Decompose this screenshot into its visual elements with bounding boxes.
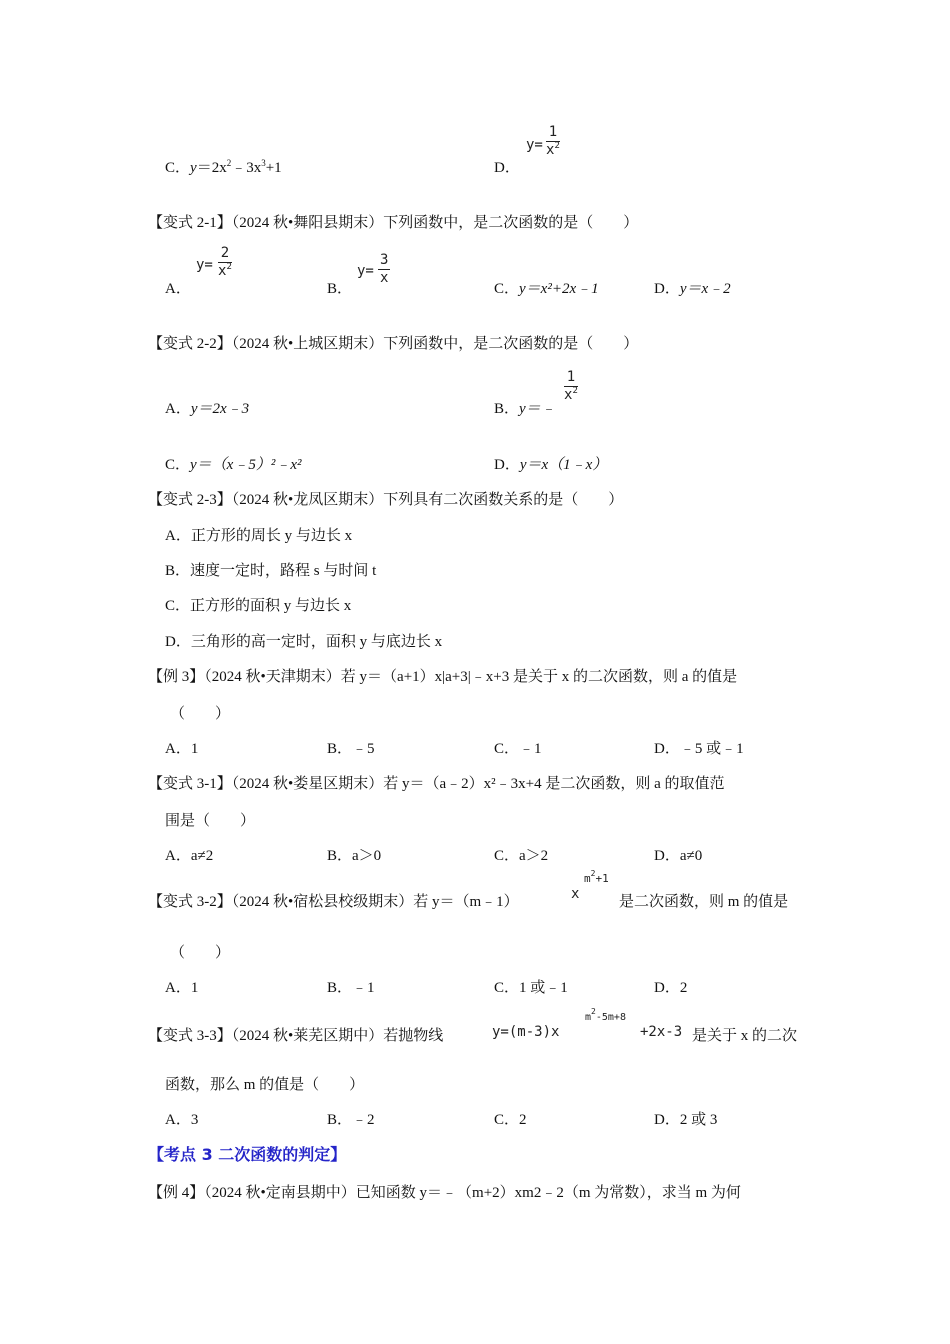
prefix: y= [526, 137, 543, 153]
den-base: x [564, 387, 573, 403]
denominator: x [380, 270, 389, 286]
source: （2024 秋•娄星区期末） [231, 776, 384, 792]
option-text: y＝x（1﹣x） [519, 457, 608, 473]
option-label: C． [165, 457, 191, 473]
expr: +1 [265, 160, 282, 176]
v31-option-c: C．a＞2 [494, 848, 549, 864]
v33-exponent [585, 1007, 626, 1025]
v32-option-c: C．1 或﹣1 [494, 980, 568, 996]
v21-b-prefix [357, 263, 374, 279]
v21-option-d [654, 279, 731, 299]
fraction [546, 124, 560, 159]
v33-option-b: B．﹣2 [327, 1112, 375, 1128]
v33-formula [492, 1022, 559, 1042]
tag: 【变式 3-3】 [148, 1028, 232, 1044]
numerator: 2 [218, 245, 232, 263]
source: （2024 秋•上城区期末） [231, 336, 384, 352]
v32-stem [148, 892, 519, 912]
stem: 若 y＝（m﹣1） [413, 894, 519, 910]
prefix: y= [196, 257, 213, 273]
tag: 【例 4】 [148, 1185, 205, 1201]
v33-stem-post: 是关于 x 的二次 [692, 1028, 798, 1044]
stem: 若 y＝（a﹣2）x²﹣3x+4 是二次函数，则 a 的取值范 [383, 776, 725, 792]
option-label: A． [165, 281, 191, 297]
source: （2024 秋•舞阳县期末） [231, 215, 384, 231]
q2-option-d [494, 158, 520, 178]
exp-rest: -5m+8 [595, 1012, 626, 1023]
prefix: y＝﹣ [519, 401, 556, 417]
section-title: 【考点 3 二次函数的判定】 [148, 1145, 347, 1164]
v23-option-c: C．正方形的面积 y 与边长 x [165, 598, 352, 614]
tag: 【变式 3-2】 [148, 894, 232, 910]
formula-base: x [571, 886, 580, 902]
option-label: D． [494, 160, 520, 176]
sup: 2 [226, 158, 232, 168]
option-label: C． [494, 281, 520, 297]
source: （2024 秋•龙凤区期末） [231, 492, 384, 508]
v32-option-b: B．﹣1 [327, 980, 375, 996]
exp-rest: +1 [595, 872, 609, 885]
v31-option-d: D．a≠0 [654, 848, 703, 864]
v33-formula-tail [640, 1022, 682, 1042]
v22-stem [148, 334, 638, 354]
v31-option-b: B．a＞0 [327, 848, 382, 864]
stem: 已知函数 y＝﹣（m+2）xm2﹣2（m 为常数），求当 m 为何 [355, 1185, 741, 1201]
option-label: B． [327, 281, 353, 297]
prefix: y= [357, 263, 374, 279]
option-text: y＝2x﹣3 [190, 401, 250, 417]
option-text: y＝x﹣2 [679, 281, 731, 297]
exp-sup: 2 [590, 869, 596, 878]
source: （2024 秋•莱芜区期中） [231, 1028, 384, 1044]
v32-option-d: D．2 [654, 980, 688, 996]
fraction [564, 369, 578, 404]
tag: 【变式 2-3】 [148, 492, 232, 508]
exp-sup: 2 [591, 1007, 596, 1016]
v21-a-prefix [196, 257, 213, 273]
v22-option-c [165, 455, 301, 475]
stem: 下列函数中，是二次函数的是（ ） [383, 336, 639, 352]
denominator: $x^2$ [564, 386, 578, 403]
option-text: y＝x²+2x﹣1 [519, 281, 599, 297]
option-label: D． [654, 281, 680, 297]
v31-option-a: A．a≠2 [165, 848, 214, 864]
stem: 下列具有二次函数关系的是（ ） [383, 492, 624, 508]
q2-option-c [165, 158, 282, 178]
ex3-option-d: D．﹣5 或﹣1 [654, 741, 744, 757]
stem: 下列函数中，是二次函数的是（ ） [383, 215, 639, 231]
option-text: y＝（x﹣5）²﹣x² [190, 457, 302, 473]
ex3-option-a: A．1 [165, 741, 199, 757]
expr: ﹣3x [231, 160, 262, 176]
tag: 【变式 2-1】 [148, 215, 232, 231]
v32-formula [571, 884, 579, 904]
ex3-option-b: B．﹣5 [327, 741, 375, 757]
q2-d-formula [526, 137, 543, 153]
sup: 3 [261, 158, 266, 168]
stem: 若抛物线 [383, 1028, 444, 1044]
v21-stem [148, 213, 638, 233]
v21-option-b [327, 279, 352, 299]
v33-stem2: 函数，那么 m 的值是（ ） [165, 1077, 365, 1093]
tag: 【变式 3-1】 [148, 776, 232, 792]
v33-option-c: C．2 [494, 1112, 527, 1128]
numerator: 1 [546, 124, 560, 142]
denominator: $x^2$ [218, 262, 232, 279]
v21-option-c [494, 279, 599, 299]
fraction [378, 252, 390, 287]
v22-option-a [165, 399, 249, 419]
ex3-stem [148, 667, 737, 687]
v32-option-a: A．1 [165, 980, 199, 996]
option-label: C． [165, 160, 191, 176]
v23-stem [148, 490, 623, 510]
source: （2024 秋•定南县期中） [204, 1185, 356, 1201]
fraction [218, 245, 232, 280]
numerator: 1 [564, 369, 578, 387]
option-label: D． [494, 457, 520, 473]
formula-main: y=(m-3)x [492, 1024, 560, 1040]
v33-stem [148, 1026, 443, 1046]
option-label: B． [494, 401, 520, 417]
v33-option-d: D．2 或 3 [654, 1112, 718, 1128]
v32-stem-post: 是二次函数，则 m 的值是 [619, 894, 789, 910]
numerator: 3 [380, 252, 389, 268]
v22-option-d [494, 455, 607, 475]
v23-option-b: B．速度一定时，路程 s 与时间 t [165, 563, 377, 579]
expr: ＝2x [196, 160, 227, 176]
formula-tail: +2x-3 [640, 1024, 683, 1040]
v23-option-d: D．三角形的高一定时，面积 y 与底边长 x [165, 634, 443, 650]
source: （2024 秋•天津期末） [204, 669, 341, 685]
option-label: A． [165, 401, 191, 417]
v33-option-a: A．3 [165, 1112, 199, 1128]
exp: m [584, 872, 591, 885]
denominator: $x^2$ [546, 141, 560, 158]
den-base: x [546, 142, 555, 158]
source: （2024 秋•宿松县校级期末） [231, 894, 414, 910]
tag: 【变式 2-2】 [148, 336, 232, 352]
ex4-stem [148, 1183, 741, 1203]
ex3-option-c: C．﹣1 [494, 741, 542, 757]
v32-paren: （ ） [170, 945, 231, 961]
v23-option-a: A．正方形的周长 y 与边长 x [165, 528, 353, 544]
v31-stem [148, 774, 725, 794]
tag: 【例 3】 [148, 669, 205, 685]
var-y: y [190, 160, 197, 176]
v21-option-a [165, 279, 191, 299]
v22-option-b [494, 399, 556, 419]
den-base: x [218, 263, 227, 279]
v31-stem2: 围是（ ） [165, 813, 256, 829]
stem: 若 y＝（a+1）x|a+3|﹣x+3 是关于 x 的二次函数，则 a 的值是 [340, 669, 738, 685]
ex3-paren: （ ） [170, 706, 231, 722]
v32-exponent [584, 869, 609, 886]
exp: m [585, 1012, 592, 1023]
